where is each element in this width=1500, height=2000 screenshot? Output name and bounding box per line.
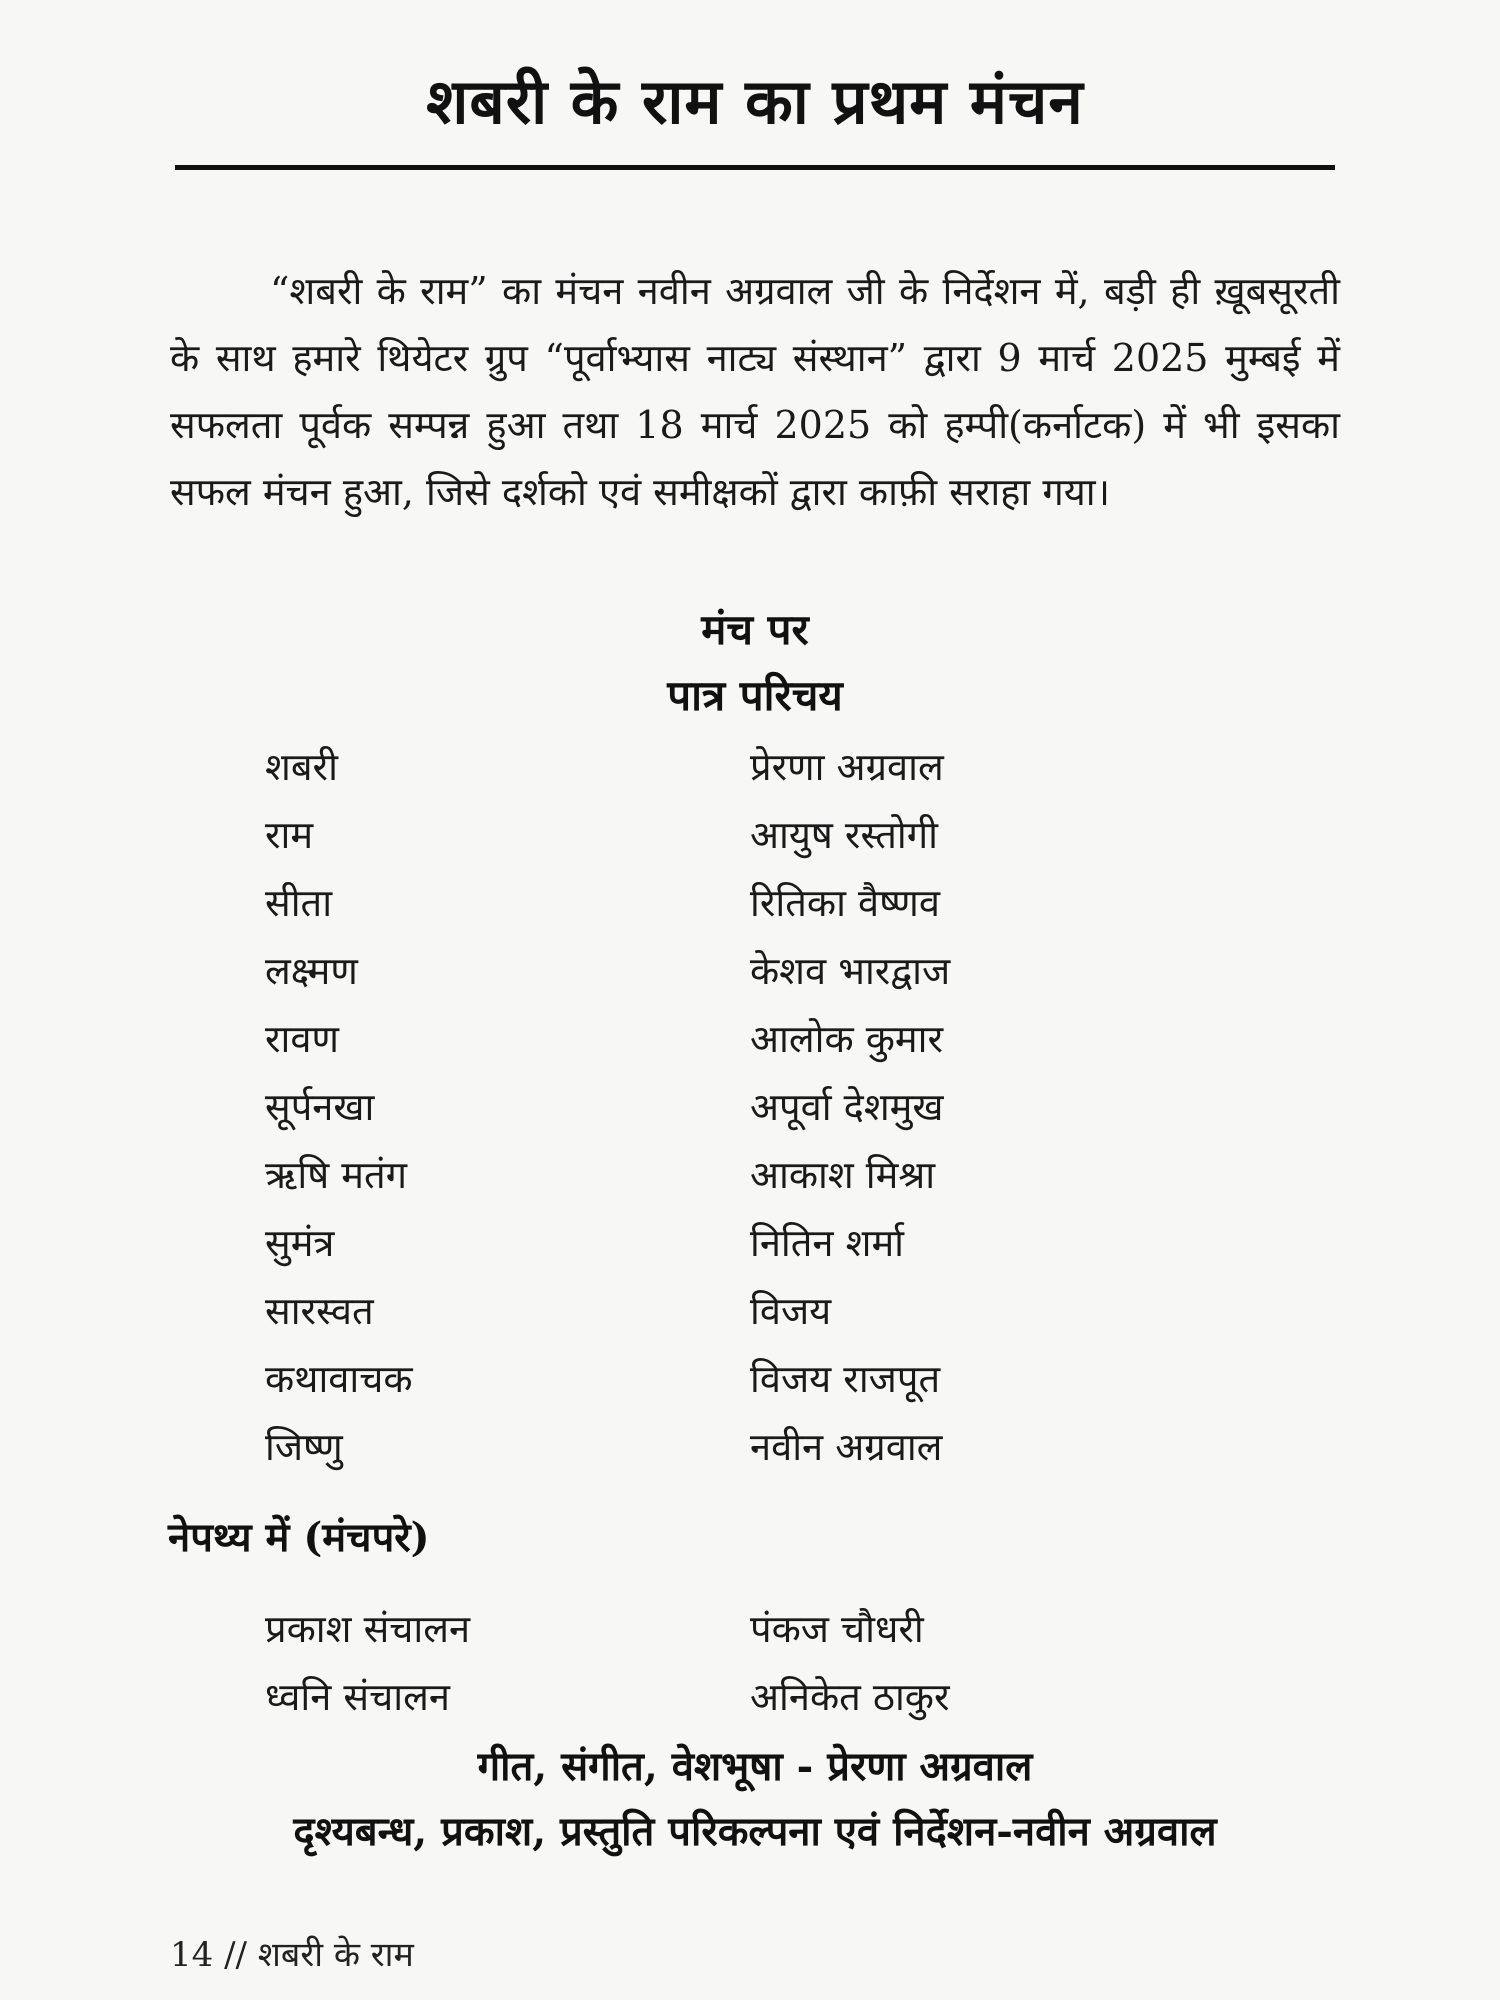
cast-actor: केशव भारद्वाज — [750, 949, 951, 993]
cast-row — [265, 869, 1165, 937]
cast-role: सूर्पनखा — [265, 1085, 375, 1129]
cast-actor: नितिन शर्मा — [750, 1221, 905, 1265]
cast-role: रावण — [265, 1017, 339, 1061]
cast-actor: आलोक कुमार — [750, 1017, 943, 1061]
crew-role: प्रकाश संचालन — [265, 1607, 471, 1651]
cast-actor: आयुष रस्तोगी — [750, 813, 938, 857]
crew-row — [265, 1595, 1165, 1663]
cast-row — [265, 1005, 1165, 1073]
backstage-heading: नेपथ्य में (मंचपरे) — [168, 1514, 430, 1561]
cast-role: ऋषि मतंग — [265, 1153, 408, 1197]
cast-actor: रितिका वैष्णव — [750, 881, 940, 925]
cast-actor: प्रेरणा अग्रवाल — [750, 745, 944, 789]
cast-row — [265, 1277, 1165, 1345]
cast-row — [265, 1413, 1165, 1481]
cast-heading: पात्र परिचय — [667, 671, 843, 720]
cast-row — [265, 1073, 1165, 1141]
cast-row — [265, 801, 1165, 869]
cast-actor: विजय — [750, 1289, 832, 1333]
cast-actor: नवीन अग्रवाल — [750, 1425, 943, 1469]
cast-actor: आकाश मिश्रा — [750, 1153, 936, 1197]
cast-row — [265, 1345, 1165, 1413]
crew-list — [265, 1595, 1165, 1731]
on-stage-heading: मंच पर — [701, 605, 809, 654]
cast-role: सुमंत्र — [265, 1221, 335, 1265]
cast-role: शबरी — [265, 745, 338, 789]
crew-row — [265, 1663, 1165, 1731]
crew-member: पंकज चौधरी — [750, 1607, 924, 1651]
cast-row — [265, 1141, 1165, 1209]
title-divider — [175, 165, 1335, 170]
cast-role: जिष्णु — [265, 1425, 343, 1469]
cast-row — [265, 1209, 1165, 1277]
crew-role: ध्वनि संचालन — [265, 1675, 450, 1719]
cast-role: सीता — [265, 881, 333, 925]
intro-paragraph: “शबरी के राम” का मंचन नवीन अग्रवाल जी के निर्देशन में, बड़ी ही ख़ूबसूरती के साथ हमारे थियेटर ग्रुप “पूर्वाभ्यास नाट्य संस्थान” द्वारा 9 मार्च 2025 मुम्बई में सफलता पूर्वक सम्पन्न हुआ तथा 18 मार्च 2025 को हम्पी(कर्नाटक) में भी इसका सफल मंचन हुआ, जिसे दर्शको एवं समीक्षकों द्वारा काफ़ी सराहा गया। — [170, 269, 1340, 514]
cast-list — [265, 733, 1165, 1481]
cast-role: लक्ष्मण — [265, 949, 358, 993]
cast-role: राम — [265, 813, 314, 857]
cast-row — [265, 937, 1165, 1005]
cast-role: सारस्वत — [265, 1289, 374, 1333]
page-title: शबरी के राम का प्रथम मंचन — [426, 65, 1084, 138]
page-footer: 14 // शबरी के राम — [170, 1935, 414, 1975]
cast-actor: विजय राजपूत — [750, 1357, 941, 1401]
cast-actor: अपूर्वा देशमुख — [750, 1085, 944, 1129]
cast-role: कथावाचक — [265, 1357, 413, 1401]
direction-credit: दृश्यबन्ध, प्रकाश, प्रस्तुति परिकल्पना एवं निर्देशन-नवीन अग्रवाल — [293, 1808, 1217, 1855]
cast-row — [265, 733, 1165, 801]
crew-member: अनिकेत ठाकुर — [750, 1675, 950, 1719]
music-costume-credit: गीत, संगीत, वेशभूषा - प्रेरणा अग्रवाल — [477, 1743, 1033, 1790]
